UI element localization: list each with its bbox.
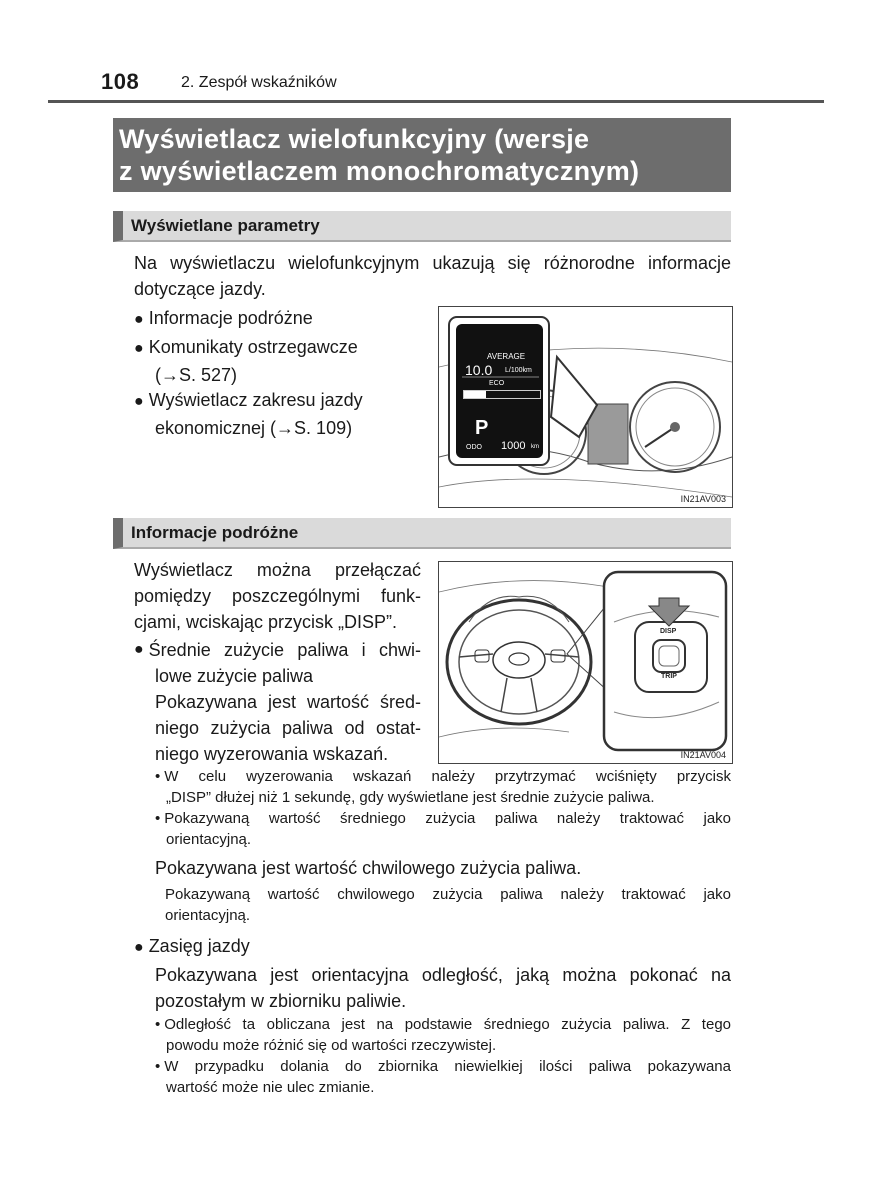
page-number: 108: [101, 69, 140, 94]
section-heading-parameters: Wyświetlane parametry: [113, 211, 731, 242]
trip-label: TRIP: [661, 673, 677, 680]
desc3-line1: Pokazywana jest orientacyjna odległość, jaką można pokonać na: [155, 965, 731, 985]
bullet-icon: ●: [134, 340, 144, 357]
desc1-line2: niego zużycia paliwa od ostat-: [155, 718, 421, 738]
note-range-calc: • Odległość ta obliczana jest na podstawie średniego zużycia paliwa. Z tego powodu może różnić się od wartości rzeczywistej.: [155, 1016, 731, 1054]
figure-steering-wheel: [438, 561, 733, 764]
bullet-range: ● Zasięg jazdy: [134, 936, 250, 956]
display-unit: L/100km: [505, 367, 532, 374]
note2-line2: orientacyjną.: [165, 907, 251, 924]
desc1-line3: niego wyzerowania wskazań.: [155, 744, 389, 764]
note-average-approx: • Pokazywaną wartość średniego zużycia paliwa należy traktować jako orientacyjną.: [155, 810, 731, 848]
bullet-icon: ●: [134, 311, 144, 328]
display-odo-unit: km: [531, 444, 539, 450]
figure1-code: IN21AV003: [680, 494, 726, 504]
section2-intro-line2: pomiędzy poszczególnymi funk-: [134, 586, 421, 606]
bullet-eco-range: ● Wyświetlacz zakresu jazdy ekonomicznej (→S. 109): [134, 390, 363, 438]
display-value: 10.0: [465, 362, 493, 378]
header-divider: [48, 100, 824, 103]
display-eco-label: ECO: [489, 380, 505, 387]
figure2-code: IN21AV004: [680, 750, 726, 760]
display-odo-label: ODO: [466, 444, 482, 451]
note-reset-average: • W celu wyzerowania wskazań należy przytrzymać wciśnięty przycisk „DISP” dłużej niż 1 sekundę, gdy wyświetlane jest średnie zużycie paliwa.: [155, 768, 731, 806]
display-odo-value: 1000: [501, 440, 526, 452]
section1-intro-line2: dotyczące jazdy.: [134, 279, 266, 299]
display-average-label: AVERAGE: [487, 352, 526, 361]
eco-bar: [463, 390, 541, 399]
section2-intro-line1: Wyświetlacz można przełączać: [134, 560, 421, 580]
bullet-icon: ●: [134, 393, 144, 410]
desc2: Pokazywana jest wartość chwilowego zużycia paliwa.: [155, 858, 582, 878]
section2-intro-line3: cjami, wciskając przycisk „DISP”.: [134, 612, 398, 632]
page-title-line1: Wyświetlacz wielofunkcyjny (wersje: [119, 124, 590, 154]
bullet-warnings: ● Komunikaty ostrzegawcze (→S. 527): [134, 337, 358, 385]
section1-intro-line1: Na wyświetlaczu wielofunkcyjnym ukazują się różnorodne informacje: [134, 253, 731, 273]
note-range-refuel: • W przypadku dolania do zbiornika niewielkiej ilości paliwa pokazywana wartość może nie ulec zmianie.: [155, 1058, 731, 1096]
steering-wheel-illustration: [439, 562, 732, 763]
cluster-illustration: [439, 307, 732, 507]
note2-line1: Pokazywaną wartość chwilowego zużycia paliwa należy traktować jako: [165, 886, 731, 903]
bullet-fuel-consumption: ● Średnie zużycie paliwa i chwi- lowe zużycie paliwa: [134, 637, 421, 689]
disp-label: DISP: [660, 628, 677, 635]
desc1-line1: Pokazywana jest wartość śred-: [155, 692, 421, 712]
bullet-icon: ●: [134, 939, 144, 956]
display-gear: P: [475, 417, 489, 439]
chapter-title: 2. Zespół wskaźników: [181, 74, 337, 91]
figure-instrument-cluster: [438, 306, 733, 508]
section-heading-trip-info: Informacje podróżne: [113, 518, 731, 549]
desc3-line2: pozostałym w zbiorniku paliwie.: [155, 991, 407, 1011]
page-title-line2: z wyświetlaczem monochromatycznym): [119, 156, 640, 186]
bullet-trip-info: ● Informacje podróżne: [134, 308, 313, 328]
bullet-icon: ●: [134, 641, 144, 658]
page-title: [113, 118, 731, 192]
